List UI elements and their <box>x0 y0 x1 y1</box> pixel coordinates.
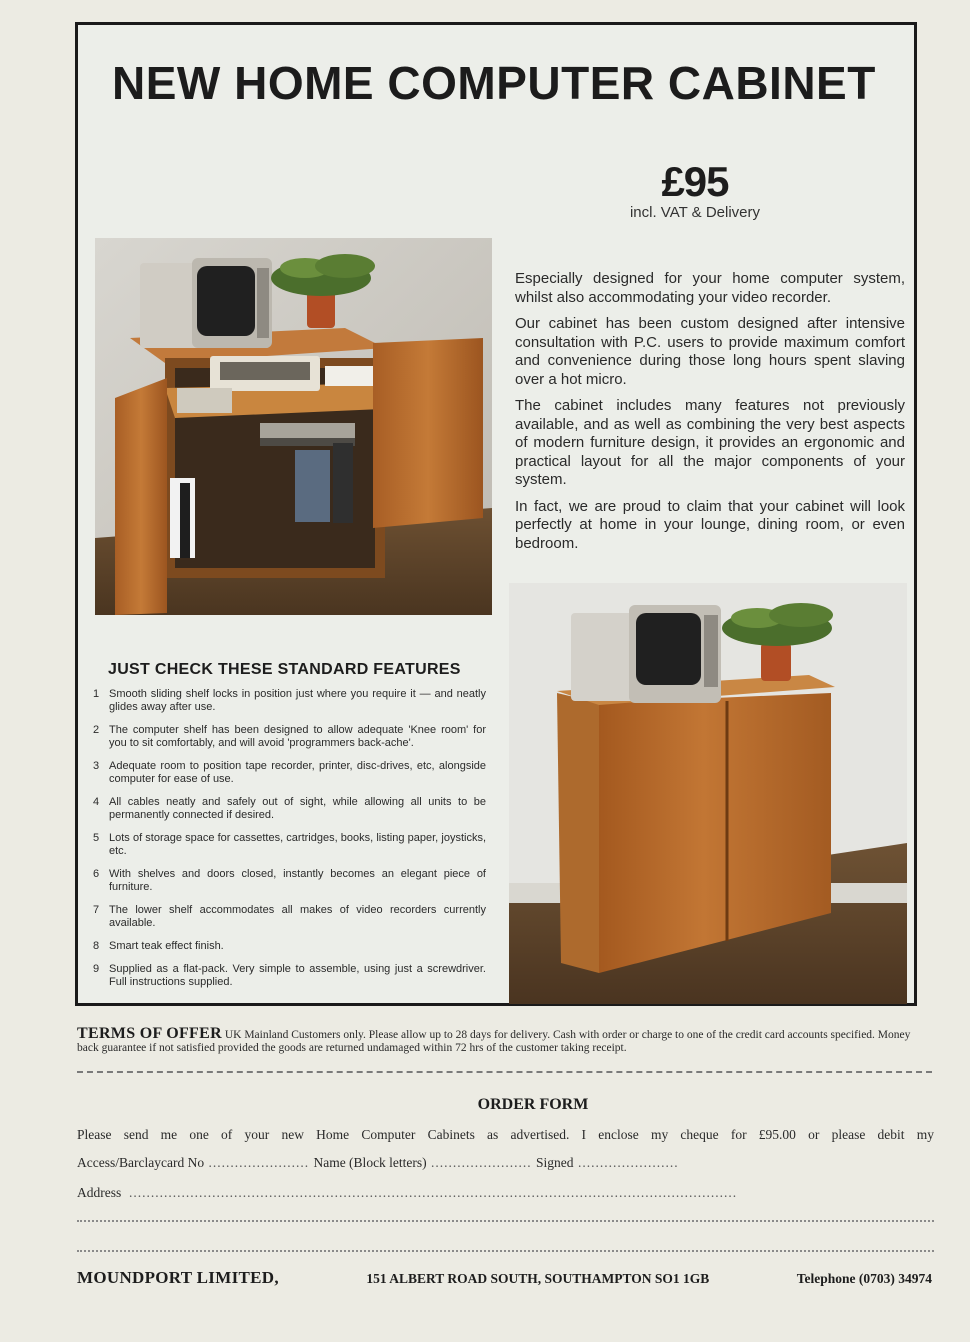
feature-text: All cables neatly and safely out of sight, while allowing all units to be permanently connected if desired. <box>109 796 486 821</box>
feature-text: Adequate room to position tape recorder, printer, disc-drives, etc, alongside computer for ease of use. <box>109 760 486 785</box>
feature-text: Lots of storage space for cassettes, cartridges, books, listing paper, joysticks, etc. <box>109 832 486 857</box>
feature-item <box>93 904 486 930</box>
feature-item <box>93 760 486 786</box>
body-paragraph: Our cabinet has been custom designed after intensive consultation with P.C. users to provide maximum comfort and convenience during those long hours spent slaving over a hot micro. <box>515 315 905 388</box>
feature-number: 2 <box>93 724 100 736</box>
signature-field[interactable]: ....................... <box>573 1155 679 1170</box>
feature-item <box>93 868 486 894</box>
cut-line <box>77 1071 932 1073</box>
address-field[interactable]: ........................................................................................................................................... <box>124 1185 738 1200</box>
terms-text: UK Mainland Customers only. Please allow up to 28 days for delivery. Cash with order or charge to one of the credit card accounts specified. Money back guarantee if not satisfied provided the goods are returned undamaged within 72 hrs of the customer taking receipt. <box>77 1029 911 1054</box>
feature-text: The computer shelf has been designed to allow adequate 'Knee room' for you to sit comfortably, and will avoid 'programmers back-ache'. <box>109 724 486 749</box>
address-line-3[interactable] <box>77 1240 934 1252</box>
feature-number: 3 <box>93 760 100 772</box>
order-request-text: Please send me one of your new Home Computer Cabinets as advertised. I enclose my cheque for £95.00 or please debit my <box>77 1127 934 1142</box>
card-number-label: Access/Barclaycard No <box>77 1155 205 1170</box>
body-paragraph: The cabinet includes many features not previously available, and as well as combining the very best aspects of modern furniture design, it provides an ergonomic and practical layout for all the major components of your system. <box>515 397 905 488</box>
feature-number: 5 <box>93 832 100 844</box>
company-name: MOUNDPORT LIMITED, <box>77 1268 279 1287</box>
feature-item <box>93 688 486 714</box>
card-number-field[interactable]: ....................... <box>204 1155 314 1170</box>
features-title: JUST CHECK THESE STANDARD FEATURES <box>108 661 461 678</box>
feature-item <box>93 940 486 953</box>
body-paragraph: In fact, we are proud to claim that your cabinet will look perfectly at home in your lounge, dining room, or even bedroom. <box>515 497 905 552</box>
feature-text: Smart teak effect finish. <box>109 940 224 952</box>
features-list <box>93 688 486 999</box>
name-field[interactable]: ....................... <box>426 1155 537 1170</box>
feature-number: 8 <box>93 940 100 952</box>
feature-text: Supplied as a flat-pack. Very simple to assemble, using just a screwdriver. Full instructions supplied. <box>109 963 486 988</box>
signed-label: Signed <box>536 1155 574 1170</box>
feature-number: 6 <box>93 868 100 880</box>
order-form-title: ORDER FORM <box>477 1096 589 1113</box>
open-cabinet-photo <box>95 238 492 615</box>
price-note: incl. VAT & Delivery <box>629 204 761 221</box>
name-label: Name (Block letters) <box>313 1155 427 1170</box>
closed-cabinet-photo <box>509 583 907 1004</box>
company-telephone: Telephone (0703) 34974 <box>796 1271 932 1286</box>
feature-text: Smooth sliding shelf locks in position just where you require it — and neatly glides away after use. <box>109 688 486 713</box>
feature-number: 1 <box>93 688 100 700</box>
address-label: Address <box>77 1185 122 1200</box>
footer <box>77 1268 932 1288</box>
feature-item <box>93 963 486 989</box>
price-block <box>600 160 790 221</box>
headline: NEW HOME COMPUTER CABINET <box>112 57 876 109</box>
feature-number: 9 <box>93 963 100 975</box>
feature-text: With shelves and doors closed, instantly becomes an elegant piece of furniture. <box>109 868 486 893</box>
terms-of-offer <box>77 1027 934 1055</box>
feature-item <box>93 832 486 858</box>
address-line-2[interactable] <box>77 1210 934 1222</box>
feature-text: The lower shelf accommodates all makes of video recorders currently available. <box>109 904 486 929</box>
open-cabinet-illustration <box>95 238 492 615</box>
closed-cabinet-illustration <box>509 583 907 1004</box>
price-amount: £95 <box>661 158 729 205</box>
body-paragraph: Especially designed for your home computer system, whilst also accommodating your video recorder. <box>515 270 905 306</box>
terms-label: TERMS OF OFFER <box>77 1025 222 1042</box>
address-row <box>77 1185 934 1201</box>
feature-number: 7 <box>93 904 100 916</box>
company-address: 151 ALBERT ROAD SOUTH, SOUTHAMPTON SO1 1GB <box>366 1271 710 1286</box>
body-copy <box>515 270 905 561</box>
feature-item <box>93 796 486 822</box>
feature-item <box>93 724 486 750</box>
order-fields-row <box>77 1155 934 1171</box>
feature-number: 4 <box>93 796 100 808</box>
